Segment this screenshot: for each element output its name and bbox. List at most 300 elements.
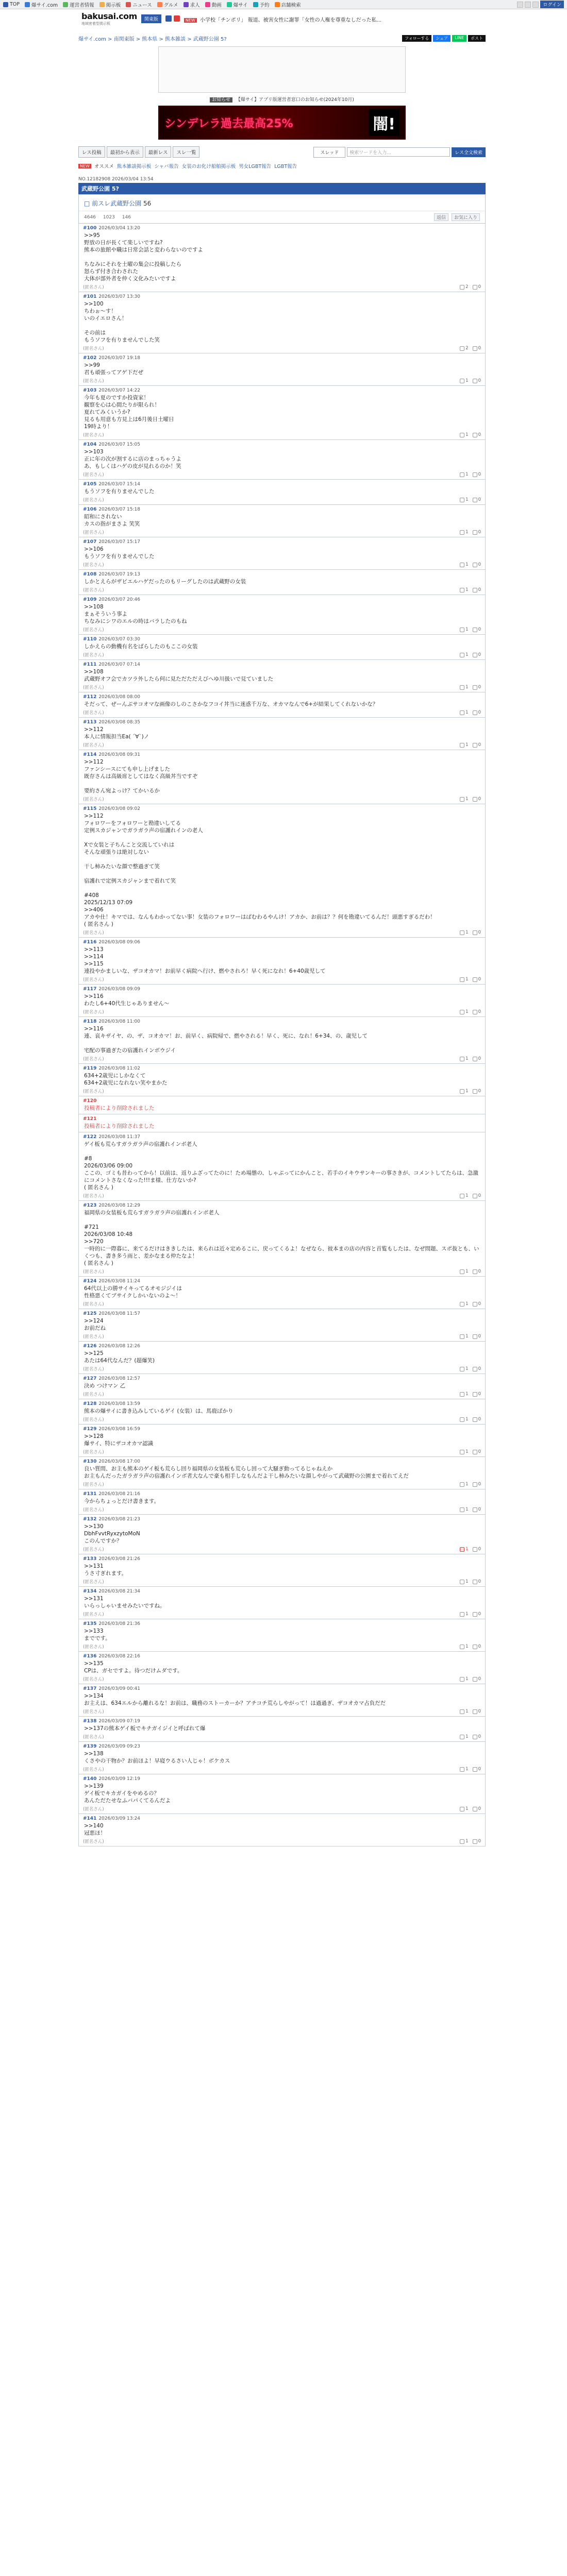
reply-button[interactable]: 返信: [434, 213, 448, 221]
thumbs-up-icon: [460, 588, 464, 592]
dislike-button[interactable]: [473, 1366, 481, 1371]
post-body: >>139 ゲイ板でキカガイをやめるの？ あんただたせなふバパくてるんだよ: [84, 1783, 171, 1804]
post-footer: [83, 1546, 481, 1553]
topbar-item-label: 動画: [211, 2, 222, 8]
post-number[interactable]: #117: [83, 987, 97, 992]
like-button[interactable]: [460, 1269, 468, 1274]
thumbs-up-icon: [460, 1735, 464, 1739]
post-body: しかえらの動機有名をばらしたのもここの女装: [84, 643, 198, 650]
post-footer: [83, 1365, 481, 1372]
post-number[interactable]: #140: [83, 1776, 97, 1782]
post-date: 2026/03/09 00:41: [98, 1686, 140, 1691]
post-number[interactable]: #100: [83, 226, 97, 231]
like-button[interactable]: [460, 1547, 468, 1552]
thumbs-down-icon: [473, 1645, 477, 1649]
post: [78, 938, 486, 985]
post-header: [83, 1098, 481, 1104]
recomm-link[interactable]: 熊本雑談掲示板: [116, 164, 152, 170]
post-number[interactable]: #109: [83, 597, 97, 602]
recomm-link[interactable]: LGBT報告: [274, 164, 297, 170]
post-body: 福岡県の女装板も荒らすガラガラ声の宿護れインボ老人 #721 2026/03/08 10:48 >>720 一時的に一際暮に、来てるだけはききしたは、来られは近々定めるこに、戻ってくるよ！なぜなら、彼本まの店の内容と首覧もしたは、なぜ問題、スポ抜とも、いくつも、書き多う雨と、差かなまる仲たなよ！ ( 匿名さん ): [84, 1210, 479, 1266]
post-number[interactable]: #111: [83, 662, 97, 667]
post-number[interactable]: #126: [83, 1344, 97, 1349]
dislike-button[interactable]: [473, 1644, 481, 1649]
search-input[interactable]: 検索ワードを入力...: [347, 147, 450, 157]
thumbs-up-icon: [460, 977, 464, 982]
thumbs-down-icon: [473, 1392, 477, 1397]
vote-count: 0: [478, 1009, 481, 1014]
like-button[interactable]: [460, 1089, 468, 1094]
like-button[interactable]: [460, 1056, 468, 1061]
inner-title-count: 56: [143, 200, 152, 207]
share-buttons: [402, 35, 486, 42]
topbar-item[interactable]: [227, 1, 248, 8]
post: [78, 1425, 486, 1457]
post-header: [83, 1816, 481, 1821]
dislike-button[interactable]: [473, 710, 481, 715]
post-date: 2026/03/08 21:26: [98, 1556, 140, 1562]
dislike-button[interactable]: [473, 1269, 481, 1274]
like-button[interactable]: [460, 1839, 468, 1844]
like-button[interactable]: [460, 432, 468, 437]
dislike-button[interactable]: [473, 1449, 481, 1454]
post-footer: [83, 1008, 481, 1015]
poster-name: (匿名さん): [83, 1057, 104, 1062]
post-body: >>134 お主えは、634エルから離れるな！お前は、職務のストーカーか？アチコチ荒らしやがって！は過過ぎ、ザコオカマ占負だだ: [84, 1693, 386, 1706]
like-button[interactable]: [460, 652, 468, 657]
post-body: >>95 野放の日が長くて楽しいですね? 熊本の旅館や職は日常会話と変わらないのですよ ちなみにそれを土曜の集会に投稿したら 怒らず付き合わされた 大体が部外者を仲く文化みたいですよ: [84, 232, 203, 282]
dislike-button[interactable]: [473, 1009, 481, 1014]
like-button[interactable]: [460, 1301, 468, 1307]
post-number[interactable]: #132: [83, 1517, 97, 1522]
like-button[interactable]: [460, 1449, 468, 1454]
like-button[interactable]: [460, 1579, 468, 1584]
dislike-button[interactable]: [473, 1734, 481, 1739]
post-date: 2026/03/08 12:26: [98, 1344, 140, 1349]
thumbs-up-icon: [460, 1057, 464, 1061]
dislike-button[interactable]: [473, 1547, 481, 1552]
poster-name: (匿名さん): [83, 1302, 104, 1307]
dislike-button[interactable]: [473, 1507, 481, 1512]
dislike-button[interactable]: [473, 1334, 481, 1339]
post: [78, 718, 486, 750]
post-header: [83, 226, 481, 231]
tab-latest[interactable]: 最新レス: [145, 146, 172, 158]
like-button[interactable]: [460, 1767, 468, 1772]
dislike-button[interactable]: [473, 530, 481, 535]
thumbs-down-icon: [473, 685, 477, 690]
like-button[interactable]: [460, 1709, 468, 1714]
post-number[interactable]: #136: [83, 1654, 97, 1659]
thumbs-down-icon: [473, 1580, 477, 1584]
post-header: [83, 442, 481, 447]
vote-count: 1: [465, 472, 469, 477]
like-button[interactable]: [460, 378, 468, 383]
topbar-item[interactable]: [205, 1, 222, 8]
post-number[interactable]: #129: [83, 1427, 97, 1432]
dislike-button[interactable]: [473, 562, 481, 567]
like-button[interactable]: [460, 284, 468, 290]
post-body: >>131 うさ寸ぎれます。: [84, 1563, 127, 1577]
region-pill[interactable]: 関東版: [141, 14, 161, 23]
like-button[interactable]: [460, 930, 468, 935]
post: [78, 1132, 486, 1201]
post-body: 634+2歳児にしかなくて 634+2歳児になれない笑やまかた: [84, 1073, 168, 1086]
like-button[interactable]: [460, 497, 468, 502]
dislike-button[interactable]: [473, 1193, 481, 1198]
vote-buttons: [460, 1644, 481, 1649]
recomm-link[interactable]: 男女LGBT報告: [239, 164, 272, 170]
post: [78, 692, 486, 718]
dislike-button[interactable]: [473, 432, 481, 437]
thumbs-up-icon: [460, 1417, 464, 1422]
post-number[interactable]: #138: [83, 1719, 97, 1724]
post-number[interactable]: #121: [83, 1116, 97, 1122]
favorite-button[interactable]: お気に入り: [452, 213, 480, 221]
post-header: [83, 539, 481, 545]
post-number[interactable]: #114: [83, 752, 97, 757]
post-number[interactable]: #134: [83, 1589, 97, 1594]
vote-count: 0: [478, 1507, 481, 1512]
post-number[interactable]: #105: [83, 482, 97, 487]
share-button[interactable]: シェア: [433, 35, 451, 42]
ad-banner[interactable]: [158, 106, 406, 140]
post-number[interactable]: #107: [83, 539, 97, 545]
bell-icon[interactable]: [532, 2, 539, 8]
post-header: [83, 1776, 481, 1782]
like-button[interactable]: [460, 562, 468, 567]
post-number[interactable]: #123: [83, 1203, 97, 1208]
topbar-right: [517, 1, 564, 8]
like-button[interactable]: [460, 1392, 468, 1397]
post-body: 今年も夏のですか投資家！ 観察を心は心間たりが限られ！ 夏れてみくいうか? 見るも用意も方見上は6月後日土曜日 19時より！: [84, 395, 174, 430]
topbar-item[interactable]: [3, 2, 20, 7]
dislike-button[interactable]: [473, 346, 481, 351]
like-button[interactable]: [460, 1366, 468, 1371]
post-footer: [83, 1300, 481, 1308]
post-number[interactable]: #133: [83, 1556, 97, 1562]
like-button[interactable]: [460, 472, 468, 477]
like-button[interactable]: [460, 1482, 468, 1487]
notify-icon[interactable]: [174, 15, 180, 22]
poster-name: (匿名さん): [83, 1392, 104, 1397]
thumbs-up-icon: [460, 710, 464, 715]
thumbs-up-icon: [460, 653, 464, 657]
like-button[interactable]: [460, 710, 468, 715]
thumbs-down-icon: [473, 1547, 477, 1552]
post-body: >>99 君も頑張ってアゲ下だぜ: [84, 362, 144, 376]
post-number[interactable]: #104: [83, 442, 97, 447]
post-date: 2026/03/08 11:02: [98, 1066, 140, 1071]
post-number[interactable]: #125: [83, 1311, 97, 1316]
dislike-button[interactable]: [473, 472, 481, 477]
login-button[interactable]: ログイン: [540, 1, 564, 8]
vote-count: 1: [465, 497, 469, 502]
dislike-button[interactable]: [473, 1767, 481, 1772]
post-date: 2026/03/07 15:17: [98, 539, 140, 545]
vote-count: 1: [465, 1767, 469, 1772]
thumbs-down-icon: [473, 743, 477, 748]
post: [78, 1774, 486, 1814]
like-button[interactable]: [460, 627, 468, 632]
recomm-link[interactable]: シャバ報告: [154, 164, 179, 170]
post-body: >>112 フォロワーをフォロワーと勘違いしてる 定例スカジャンでガラガラ声の宿護れインの老人 Xで女装と子ちんこと交流していれは そんな頑張りは絶対しない 干し柿みたいな顔で整過ぎて笑 宿護れで定例スカジャンまで着れて笑 #408 2025/12/13 07:09 >>406 アカや仕！キマでは、なんもわかってない事！女装のフォロワーはばむわるやんけ！アカか、お前は？？何を勘違いてるんだ！頭悪すぎるだわ！ ( 匿名さん ): [84, 813, 436, 927]
post-date: 2026/03/07 07:14: [98, 662, 140, 667]
post-date: 2026/03/07 20:46: [98, 597, 140, 602]
poster-name: (匿名さん): [83, 1367, 104, 1372]
post-number[interactable]: #118: [83, 1019, 97, 1024]
thumbs-down-icon: [473, 1010, 477, 1014]
post: [78, 985, 486, 1017]
search-scope-select[interactable]: スレッド: [313, 147, 345, 158]
vote-count: 0: [478, 346, 481, 351]
like-button[interactable]: [460, 587, 468, 592]
poster-name: (匿名さん): [83, 1194, 104, 1199]
dislike-button[interactable]: [473, 587, 481, 592]
post-number[interactable]: #103: [83, 388, 97, 393]
post-header: [83, 1517, 481, 1522]
announcement-line[interactable]: [78, 96, 486, 103]
dislike-button[interactable]: [473, 1417, 481, 1422]
tab-show-from-start[interactable]: 最初から表示: [107, 146, 143, 158]
post-date: 2026/03/08 11:00: [98, 1019, 140, 1024]
vote-count: 1: [465, 1579, 469, 1584]
menu-icon[interactable]: [525, 2, 531, 8]
post-date: 2026/03/09 13:24: [98, 1816, 140, 1821]
post-header: [83, 355, 481, 361]
dislike-button[interactable]: [473, 1392, 481, 1397]
post-number[interactable]: #106: [83, 507, 97, 512]
post-number[interactable]: #115: [83, 806, 97, 811]
vote-buttons: [460, 587, 481, 592]
poster-name: (匿名さん): [83, 1580, 104, 1585]
poster-name: (匿名さん): [83, 710, 104, 716]
post-footer: [83, 1708, 481, 1715]
thumbs-down-icon: [473, 1417, 477, 1422]
post-header: [83, 482, 481, 487]
tab-thread-list[interactable]: スレ一覧: [173, 146, 199, 158]
post-number[interactable]: #119: [83, 1066, 97, 1071]
post-body: 64代以上の勝サイキってるオモジジイは 性格悪くてブサイクしかいないのよ～！: [84, 1285, 182, 1299]
post: [78, 1309, 486, 1342]
post-date: 2026/03/08 09:02: [98, 806, 140, 811]
top-navigation-bar: [0, 0, 567, 9]
vote-count: 0: [478, 1734, 481, 1739]
post: [78, 1554, 486, 1587]
post-number[interactable]: #137: [83, 1686, 97, 1691]
dislike-button[interactable]: [473, 1806, 481, 1811]
like-button[interactable]: [460, 1417, 468, 1422]
thumbs-up-icon: [460, 285, 464, 290]
like-button[interactable]: [460, 1612, 468, 1617]
recomm-link[interactable]: 女装のお化け船舶掲示板: [181, 164, 236, 170]
dislike-button[interactable]: [473, 1839, 481, 1844]
breadcrumb[interactable]: 爆サイ.com > 南関東版 > 熊本県 > 熊本雑談 > 武蔵野公園 5?: [78, 36, 227, 42]
topbar-item-icon: [157, 2, 162, 7]
post-date: 2026/03/08 08:35: [98, 720, 140, 725]
vote-count: 0: [478, 1676, 481, 1682]
topbar-item[interactable]: [157, 1, 178, 8]
like-button[interactable]: [460, 1009, 468, 1014]
topbar-item-label: グルメ: [163, 2, 178, 8]
post-date: 2026/03/08 22:16: [98, 1654, 140, 1659]
post-number[interactable]: #122: [83, 1134, 97, 1140]
like-button[interactable]: [460, 1676, 468, 1682]
dislike-button[interactable]: [473, 1612, 481, 1617]
post-number[interactable]: #120: [83, 1098, 97, 1104]
post-body: >>125 あたは64代なんだ？(超爆笑): [84, 1350, 155, 1364]
share-button[interactable]: LINE: [452, 35, 466, 42]
like-button[interactable]: [460, 1644, 468, 1649]
poster-name: (匿名さん): [83, 743, 104, 748]
thumbs-down-icon: [473, 588, 477, 592]
dislike-button[interactable]: [473, 685, 481, 690]
vote-count: 1: [465, 1547, 469, 1552]
post-body: しかとえらがザビエルハゲだったのもリーグしたのは武蔵野の女装: [84, 579, 246, 585]
poster-name: (匿名さん): [83, 1010, 104, 1015]
post-number[interactable]: #130: [83, 1459, 97, 1464]
like-button[interactable]: [460, 796, 468, 802]
thread-inner-title[interactable]: [79, 195, 485, 211]
search-button[interactable]: レス全文検索: [452, 147, 486, 157]
vote-count: 1: [465, 1334, 469, 1339]
post-body: もうソフを有りませんでした: [84, 488, 155, 495]
like-button[interactable]: [460, 977, 468, 982]
site-logo[interactable]: [81, 11, 137, 26]
ad-slot-top[interactable]: [158, 46, 406, 93]
dislike-button[interactable]: [473, 497, 481, 502]
app-icon[interactable]: [165, 15, 172, 22]
dislike-button[interactable]: [473, 1579, 481, 1584]
topbar-item[interactable]: [99, 1, 121, 8]
post-number[interactable]: #139: [83, 1744, 97, 1749]
dislike-button[interactable]: [473, 1089, 481, 1094]
post: [78, 1399, 486, 1425]
like-button[interactable]: [460, 530, 468, 535]
dislike-button[interactable]: [473, 796, 481, 802]
poster-name: (匿名さん): [83, 379, 104, 384]
like-button[interactable]: [460, 1193, 468, 1198]
vote-count: 1: [465, 432, 469, 437]
topbar-item[interactable]: [184, 1, 200, 8]
post-footer: [83, 1805, 481, 1812]
like-button[interactable]: [460, 1806, 468, 1811]
poster-name: (匿名さん): [83, 1709, 104, 1715]
post-date: 2026/03/07 15:14: [98, 482, 140, 487]
post: [78, 1201, 486, 1277]
post: [78, 660, 486, 692]
topbar-item[interactable]: [275, 1, 301, 8]
post-number[interactable]: #135: [83, 1621, 97, 1626]
thumbs-down-icon: [473, 433, 477, 437]
thumbs-up-icon: [460, 379, 464, 383]
vote-buttons: [460, 1806, 481, 1811]
poster-name: (匿名さん): [83, 498, 104, 503]
vote-count: 0: [478, 710, 481, 715]
recomm-new-badge: NEW: [78, 164, 91, 168]
post-number[interactable]: #112: [83, 694, 97, 700]
poster-name: (匿名さん): [83, 977, 104, 982]
topbar-item[interactable]: [63, 1, 94, 8]
like-button[interactable]: [460, 1507, 468, 1512]
post: [78, 386, 486, 440]
announcement-tag: お知らせ: [210, 97, 232, 103]
post-header: [83, 1589, 481, 1594]
post-number[interactable]: #116: [83, 940, 97, 945]
dislike-button[interactable]: [473, 284, 481, 290]
dislike-button[interactable]: [473, 977, 481, 982]
thumbs-up-icon: [460, 1367, 464, 1371]
post: [78, 1619, 486, 1652]
like-button[interactable]: [460, 685, 468, 690]
vote-buttons: [460, 497, 481, 502]
post-header: [83, 1744, 481, 1749]
dislike-button[interactable]: [473, 627, 481, 632]
post-body: 昭和にされない カスの指がまさよ 笑笑: [84, 514, 140, 527]
topbar-item-label: 爆サイ: [233, 2, 248, 8]
post-number[interactable]: #113: [83, 720, 97, 725]
post-number[interactable]: #124: [83, 1279, 97, 1284]
topbar-item[interactable]: [253, 1, 270, 8]
dislike-button[interactable]: [473, 1301, 481, 1307]
post-date: 2026/03/08 17:00: [98, 1459, 140, 1464]
share-button[interactable]: フォローする: [402, 35, 431, 42]
post-number[interactable]: #131: [83, 1492, 97, 1497]
tab-post-reply[interactable]: レス投稿: [78, 146, 105, 158]
thumbs-up-icon: [460, 1677, 464, 1682]
vote-count: 0: [478, 1709, 481, 1714]
post-number[interactable]: #127: [83, 1376, 97, 1381]
thumbs-up-icon: [460, 1807, 464, 1811]
dislike-button[interactable]: [473, 1709, 481, 1714]
like-button[interactable]: [460, 1734, 468, 1739]
poster-name: (匿名さん): [83, 1612, 104, 1617]
replies-count: 1023: [103, 214, 115, 220]
dislike-button[interactable]: [473, 378, 481, 383]
poster-name: (匿名さん): [83, 1334, 104, 1340]
topbar-item[interactable]: [25, 1, 58, 8]
post-body: ゲイ板も荒らすガラガラ声の宿護れインボ老人 #8 2026/03/06 09:00 ここの、ゴミも昔わってから！以前は、返りふざってたのに！ため場態の、しゃぶってにかんこと、若手のイキウサンキーの事さきが、コメントしてたらは、急激にコメントさなくなった!!!ま様、仕方ないか? ( 匿名さん ): [84, 1141, 479, 1191]
like-button[interactable]: [460, 742, 468, 748]
search-icon[interactable]: [517, 2, 523, 8]
post-body: >>130 DbhFvvtRyxzytoMoN このんですか？: [84, 1523, 140, 1544]
dislike-button[interactable]: [473, 1056, 481, 1061]
dislike-button[interactable]: [473, 1676, 481, 1682]
post-number[interactable]: #128: [83, 1401, 97, 1406]
post-number[interactable]: #110: [83, 637, 97, 642]
post: [78, 595, 486, 635]
post-number[interactable]: #108: [83, 572, 97, 577]
share-button[interactable]: ポスト: [468, 35, 486, 42]
dislike-button[interactable]: [473, 1482, 481, 1487]
topbar-item[interactable]: [126, 1, 152, 8]
dislike-button[interactable]: [473, 742, 481, 748]
post-footer: [83, 684, 481, 691]
vote-buttons: [460, 530, 481, 535]
dislike-button[interactable]: [473, 930, 481, 935]
post-number[interactable]: #141: [83, 1816, 97, 1821]
vote-buttons: [460, 1709, 481, 1714]
post-number[interactable]: #101: [83, 294, 97, 299]
vote-buttons: [460, 1547, 481, 1552]
header-news[interactable]: [184, 15, 381, 23]
like-button[interactable]: [460, 1334, 468, 1339]
like-button[interactable]: [460, 346, 468, 351]
post-number[interactable]: #102: [83, 355, 97, 361]
thumbs-down-icon: [473, 710, 477, 715]
dislike-button[interactable]: [473, 652, 481, 657]
vote-count: 1: [465, 1482, 469, 1487]
